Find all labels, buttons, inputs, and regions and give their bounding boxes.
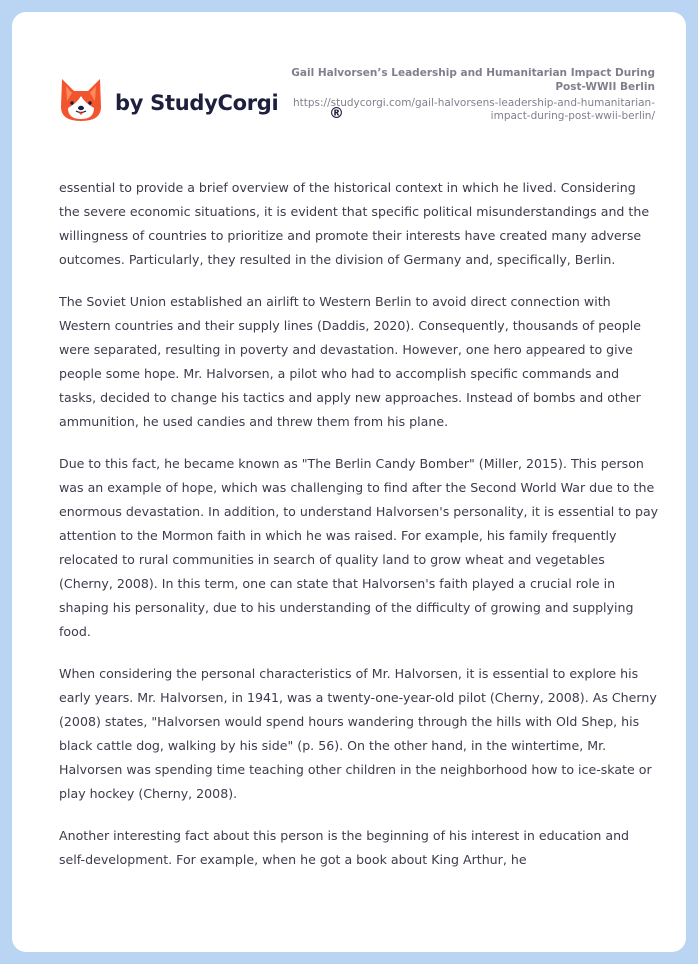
studycorgi-logo[interactable]: [60, 77, 344, 123]
paragraph: Another interesting fact about this person is the beginning of his interest in education and self-development. For example, when he got a book about King Arthur, he: [59, 828, 630, 867]
paragraph: essential to provide a brief overview of the historical context in which he lived. Considering the severe economic situations, it is evident that specific political misunderstandings and the willingness of countries to prioritize and promote their interests have created many adverse outcomes. Particularly, they resulted in the division of Germany and, specifically, Berlin.: [59, 180, 650, 267]
brand-name: by StudyCorgi: [115, 91, 279, 115]
document-url[interactable]: https://studycorgi.com/gail-halvorsens-leadership-and-humanitarian-impact-during-post-wwii-berlin/: [293, 97, 655, 122]
document-meta: [275, 66, 655, 123]
paragraph: When considering the personal characteristics of Mr. Halvorsen, it is essential to explore his early years. Mr. Halvorsen, in 1941, was a twenty-one-year-old pilot (Cherny, 2008). As Cherny (2008) states, "Halvorsen would spend hours wandering through the hills with Old Shep, his black cattle dog, walking by his side" (p. 56). On the other hand, in the wintertime, Mr. Halvorsen was spending time teaching other children in the neighborhood how to ice-skate or play hockey (Cherny, 2008).: [59, 666, 657, 801]
corgi-logo-icon: [60, 77, 102, 123]
paragraph: Due to this fact, he became known as "The Berlin Candy Bomber" (Miller, 2015). This person was an example of hope, which was challenging to find after the Second World War due to the enormous devastation. In addition, to understand Halvorsen's personality, it is essential to pay attention to the Mormon faith in which he was raised. For example, his family frequently relocated to rural communities in search of quality land to grow wheat and vegetables (Cherny, 2008). In this term, one can state that Halvorsen's faith played a crucial role in shaping his personality, due to his understanding of the difficulty of growing and supplying food.: [59, 456, 659, 639]
document-page: [12, 12, 686, 952]
paragraph: The Soviet Union established an airlift to Western Berlin to avoid direct connection with Western countries and their supply lines (Daddis, 2020). Consequently, thousands of people were separated, resulting in poverty and devastation. However, one hero appeared to give people some hope. Mr. Halvorsen, a pilot who had to accomplish specific commands and tasks, decided to change his tactics and apply new approaches. Instead of bombs and other ammunition, he used candies and threw them from his plane.: [59, 294, 641, 429]
document-body: [59, 176, 659, 890]
document-title: Gail Halvorsen’s Leadership and Humanitarian Impact During Post-WWII Berlin: [291, 67, 655, 93]
registered-mark: ®: [329, 104, 344, 122]
